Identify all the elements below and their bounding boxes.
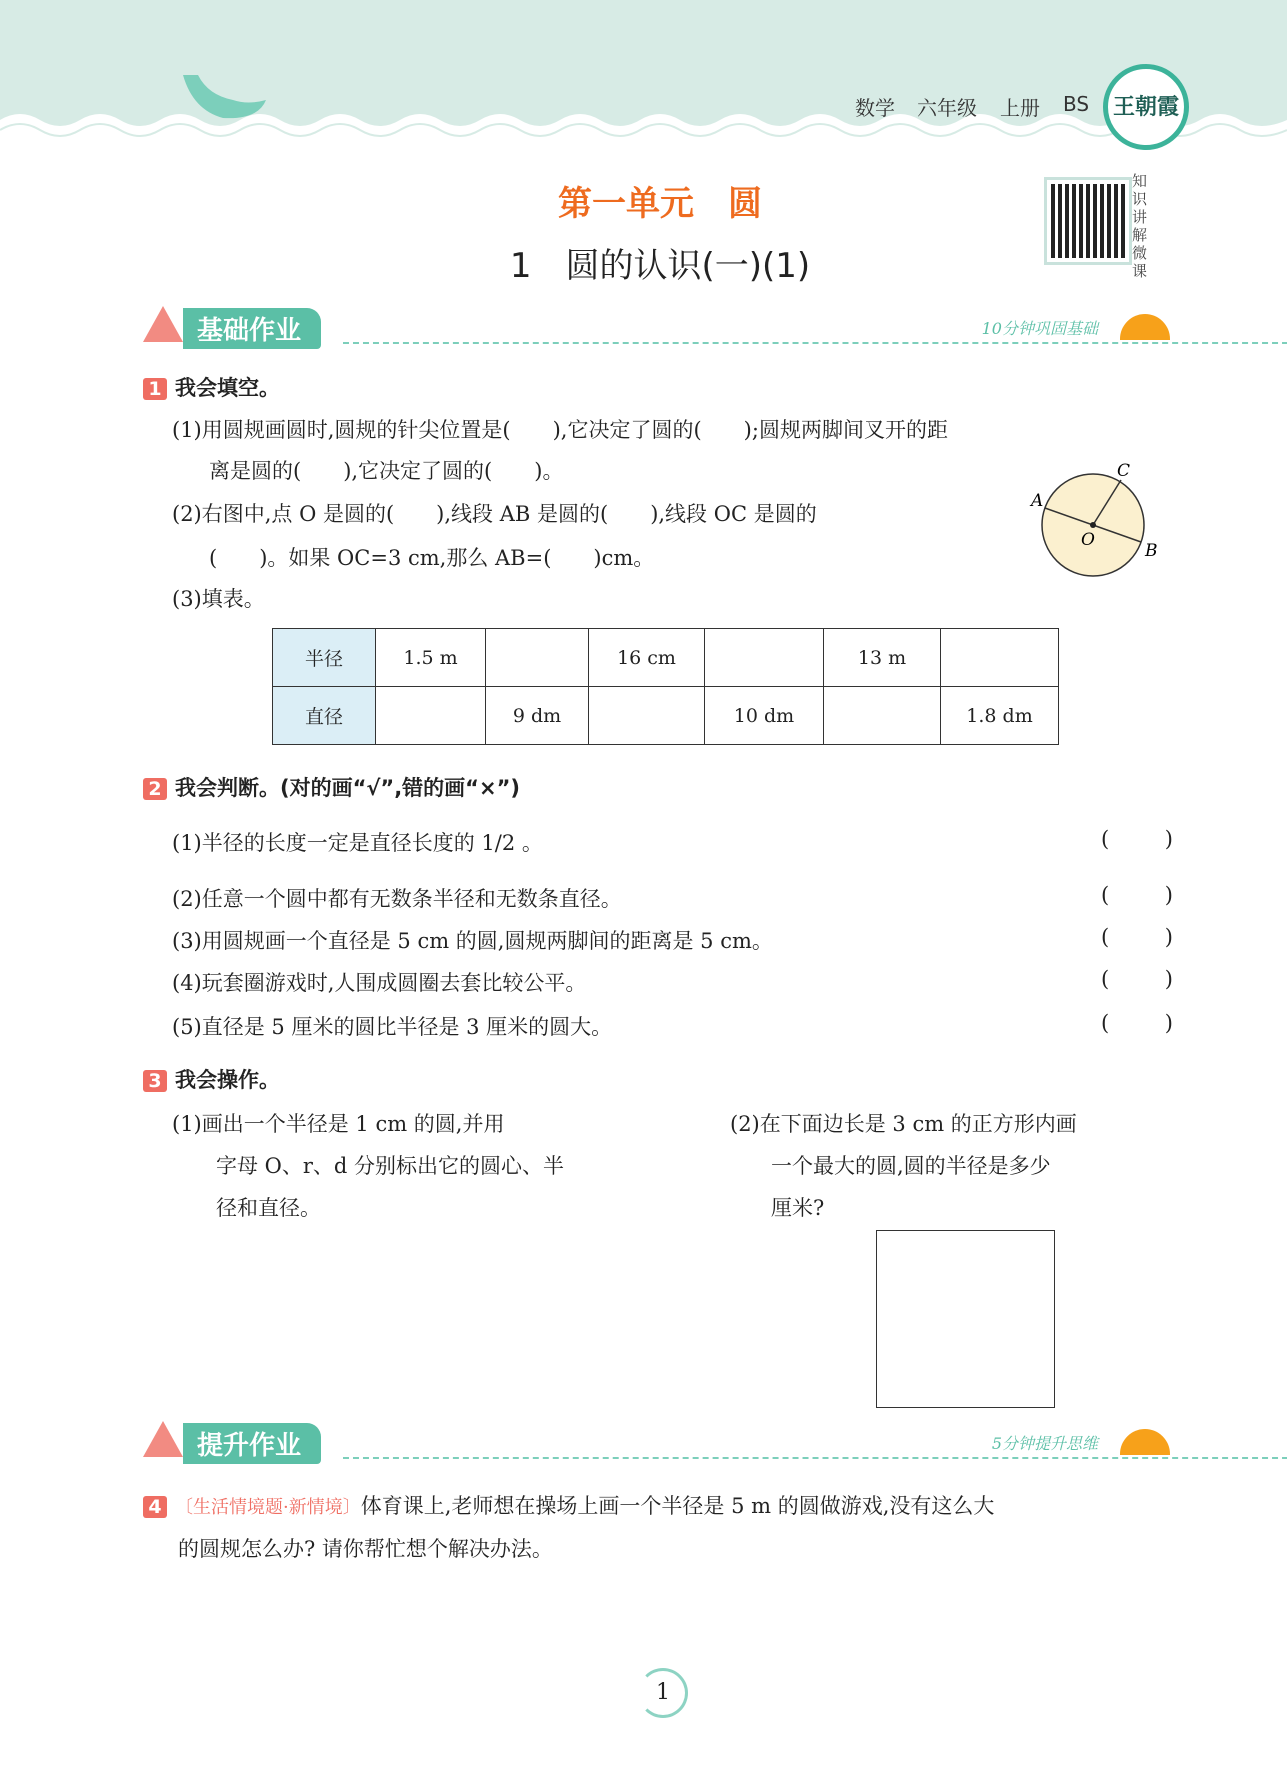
q3-left-line: (1)画出一个半径是 1 cm 的圆,并用 xyxy=(172,1112,505,1136)
judge-item: (1)半径的长度一定是直径长度的 1/2 。 xyxy=(172,831,543,855)
section-label: 提升作业 xyxy=(183,1423,321,1464)
table-cell[interactable] xyxy=(705,629,824,687)
point-c-label: C xyxy=(1117,461,1131,481)
page-number: 1 xyxy=(638,1668,688,1718)
judge-item: (4)玩套圈游戏时,人围成圆圈去套比较公平。 xyxy=(172,971,587,995)
judge-item: (2)任意一个圆中都有无数条半径和无数条直径。 xyxy=(172,887,622,911)
q1-line: ( )。如果 OC=3 cm,那么 AB=( )cm。 xyxy=(209,546,655,570)
question-title: 我会操作。 xyxy=(175,1068,280,1092)
question-4 xyxy=(143,1490,994,1520)
subject-label: 数学 xyxy=(855,96,895,120)
judge-item: (3)用圆规画一个直径是 5 cm 的圆,圆规两脚间的距离是 5 cm。 xyxy=(172,929,773,953)
sailboat-icon xyxy=(143,306,183,342)
table-cell: 1.5 m xyxy=(376,629,486,687)
question-title: 我会判断。(对的画“√”,错的画“×”) xyxy=(175,776,520,800)
q1-line: (2)右图中,点 O 是圆的( ),线段 AB 是圆的( ),线段 OC 是圆的 xyxy=(172,502,817,526)
q3-right-line: (2)在下面边长是 3 cm 的正方形内画 xyxy=(730,1112,1077,1136)
table-cell: 9 dm xyxy=(486,687,589,745)
judge-item: (5)直径是 5 厘米的圆比半径是 3 厘米的圆大。 xyxy=(172,1015,613,1039)
lesson-title: 1 圆的认识(一)(1) xyxy=(509,246,811,286)
table-cell[interactable] xyxy=(824,687,941,745)
answer-blank[interactable]: ( ) xyxy=(1101,883,1173,907)
answer-blank[interactable]: ( ) xyxy=(1101,967,1173,991)
unit-title: 第一单元 圆 xyxy=(558,184,762,224)
question-number: 2 xyxy=(143,778,167,800)
answer-blank[interactable]: ( ) xyxy=(1101,925,1173,949)
table-cell: 半径 xyxy=(273,629,376,687)
sailboat-icon xyxy=(143,1421,183,1457)
table-cell: 13 m xyxy=(824,629,941,687)
radius-diameter-table xyxy=(272,628,1059,745)
table-cell: 直径 xyxy=(273,687,376,745)
question-title: 我会填空。 xyxy=(175,376,280,400)
circle-figure xyxy=(1025,458,1175,588)
question-2-header xyxy=(143,772,520,802)
section-banner-advanced xyxy=(143,1421,1178,1461)
sun-icon xyxy=(1120,1429,1170,1455)
edition-label: BS xyxy=(1063,92,1090,116)
section-label: 基础作业 xyxy=(183,308,321,349)
point-a-label: A xyxy=(1031,491,1044,511)
question-number: 1 xyxy=(143,378,167,400)
question-tag: 〔生活情境题·新情境〕 xyxy=(175,1497,361,1518)
volume-label: 上册 xyxy=(1000,96,1040,120)
table-row xyxy=(273,687,1059,745)
section-tip: 10分钟巩固基础 xyxy=(981,319,1098,338)
qr-label: 知识讲解微课 xyxy=(1132,172,1148,280)
table-cell: 1.8 dm xyxy=(941,687,1059,745)
q3-right-line: 厘米? xyxy=(771,1196,825,1220)
answer-blank[interactable]: ( ) xyxy=(1101,827,1173,851)
table-row xyxy=(273,629,1059,687)
table-cell[interactable] xyxy=(486,629,589,687)
q3-left-line: 径和直径。 xyxy=(216,1196,321,1220)
brand-logo: 王朝霞 xyxy=(1103,64,1189,150)
grade-label: 六年级 xyxy=(917,96,977,120)
question-1-header xyxy=(143,372,280,402)
section-banner-basic xyxy=(143,306,1178,346)
q3-right-line: 一个最大的圆,圆的半径是多少 xyxy=(771,1154,1051,1178)
q1-line: (3)填表。 xyxy=(172,587,265,611)
qr-code[interactable] xyxy=(1047,180,1129,262)
q1-line: 离是圆的( ),它决定了圆的( )。 xyxy=(209,459,564,483)
divider xyxy=(343,1457,1287,1459)
answer-blank[interactable]: ( ) xyxy=(1101,1011,1173,1035)
q4-line: 的圆规怎么办? 请你帮忙想个解决办法。 xyxy=(178,1537,553,1561)
sun-icon xyxy=(1120,314,1170,340)
whale-icon xyxy=(178,70,273,130)
q1-line: (1)用圆规画圆时,圆规的针尖位置是( ),它决定了圆的( );圆规两脚间叉开的距 xyxy=(172,418,948,442)
table-cell[interactable] xyxy=(589,687,705,745)
section-tip: 5分钟提升思维 xyxy=(991,1434,1098,1453)
point-o-label: O xyxy=(1081,530,1095,550)
header-band xyxy=(0,0,1287,150)
table-cell[interactable] xyxy=(376,687,486,745)
divider xyxy=(343,342,1287,344)
question-3-header xyxy=(143,1064,280,1094)
q3-left-line: 字母 O、r、d 分别标出它的圆心、半 xyxy=(216,1154,565,1178)
q4-line: 体育课上,老师想在操场上画一个半径是 5 m 的圆做游戏,没有这么大 xyxy=(360,1494,995,1518)
question-number: 4 xyxy=(143,1496,167,1518)
drawing-square[interactable] xyxy=(876,1230,1055,1408)
question-number: 3 xyxy=(143,1070,167,1092)
table-cell: 10 dm xyxy=(705,687,824,745)
table-cell[interactable] xyxy=(941,629,1059,687)
table-cell: 16 cm xyxy=(589,629,705,687)
point-b-label: B xyxy=(1145,541,1158,561)
